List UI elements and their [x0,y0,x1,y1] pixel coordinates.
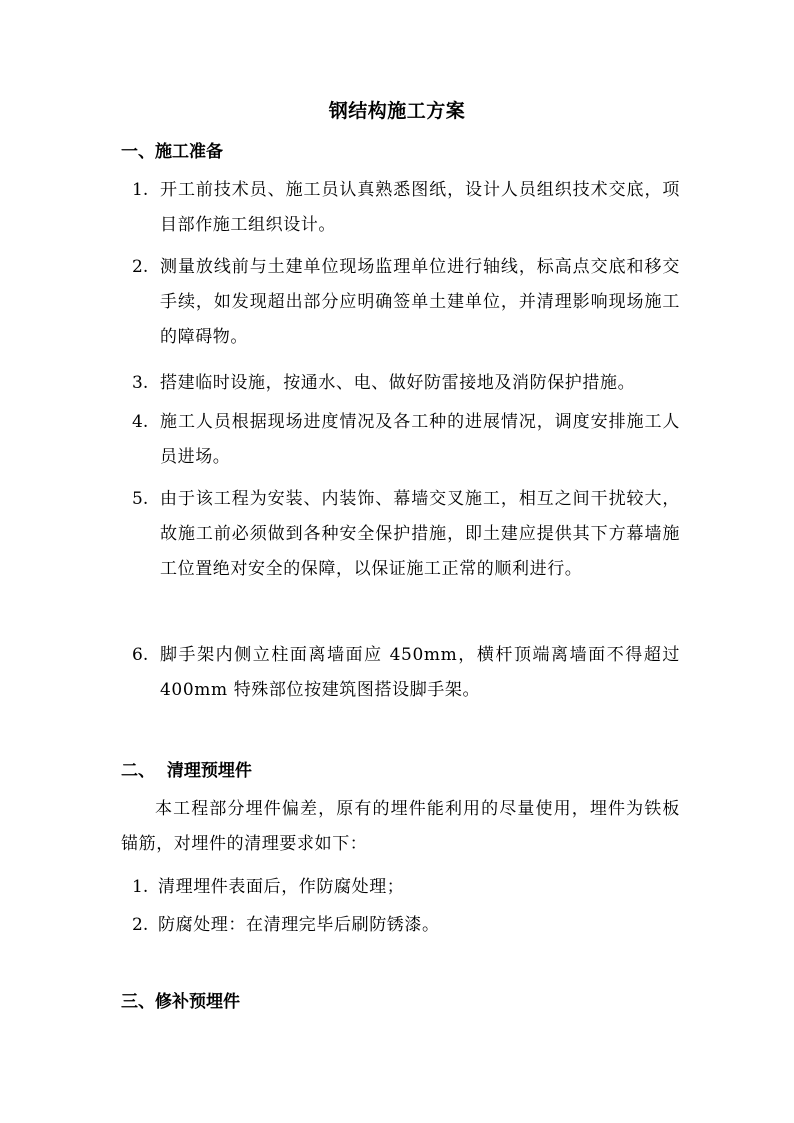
list-item-1-5 [132,482,680,587]
list-item-2-1 [132,870,680,905]
list-item-number: 1. [132,180,149,200]
list-item-text: 脚手架内侧立柱面离墙面应 450mm，横杆顶端离墙面不得超过 400mm 特殊部位按建筑图搭设脚手架。 [160,645,680,700]
list-item-number: 6. [132,645,149,665]
list-item-text: 测量放线前与土建单位现场监理单位进行轴线，标高点交底和移交手续，如发现超出部分应明确签单土建单位，并清理影响现场施工的障碍物。 [160,257,680,347]
list-item-number: 5. [132,489,149,509]
list-item-1-6 [132,638,680,708]
list-item-2-2 [132,908,680,943]
list-item-number: 3. [132,373,149,393]
list-item-number: 2. [132,915,149,935]
list-item-number: 1. [132,877,149,897]
list-item-1-2 [132,250,680,355]
list-item-1-3 [132,366,680,401]
list-item-text: 由于该工程为安装、内装饰、幕墙交叉施工，相互之间干扰较大，故施工前必须做到各种安全保护措施，即土建应提供其下方幕墙施工位置绝对安全的保障，以保证施工正常的顺利进行。 [160,489,680,579]
section-heading-1: 一、施工准备 [121,142,223,162]
section-2-paragraph: 本工程部分埋件偏差，原有的埋件能利用的尽量使用，埋件为铁板锚筋，对埋件的清理要求如下： [121,799,680,854]
section-heading-3: 三、修补预埋件 [121,992,240,1012]
page-title: 钢结构施工方案 [328,100,466,122]
list-item-number: 4. [132,412,149,432]
list-item-text: 施工人员根据现场进度情况及各工种的进展情况，调度安排施工人员进场。 [160,412,680,467]
list-item-text: 清理埋件表面后，作防腐处理； [158,877,405,897]
list-item-text: 搭建临时设施，按通水、电、做好防雷接地及消防保护措施。 [160,373,636,393]
list-item-number: 2. [132,257,149,277]
list-item-text: 开工前技术员、施工员认真熟悉图纸，设计人员组织技术交底，项目部作施工组织设计。 [160,180,680,235]
list-item-text: 防腐处理：在清理完毕后刷防锈漆。 [158,915,440,935]
list-item-1-1 [132,173,680,243]
list-item-1-4 [132,405,680,475]
section-heading-2: 二、 清理预埋件 [121,761,252,781]
